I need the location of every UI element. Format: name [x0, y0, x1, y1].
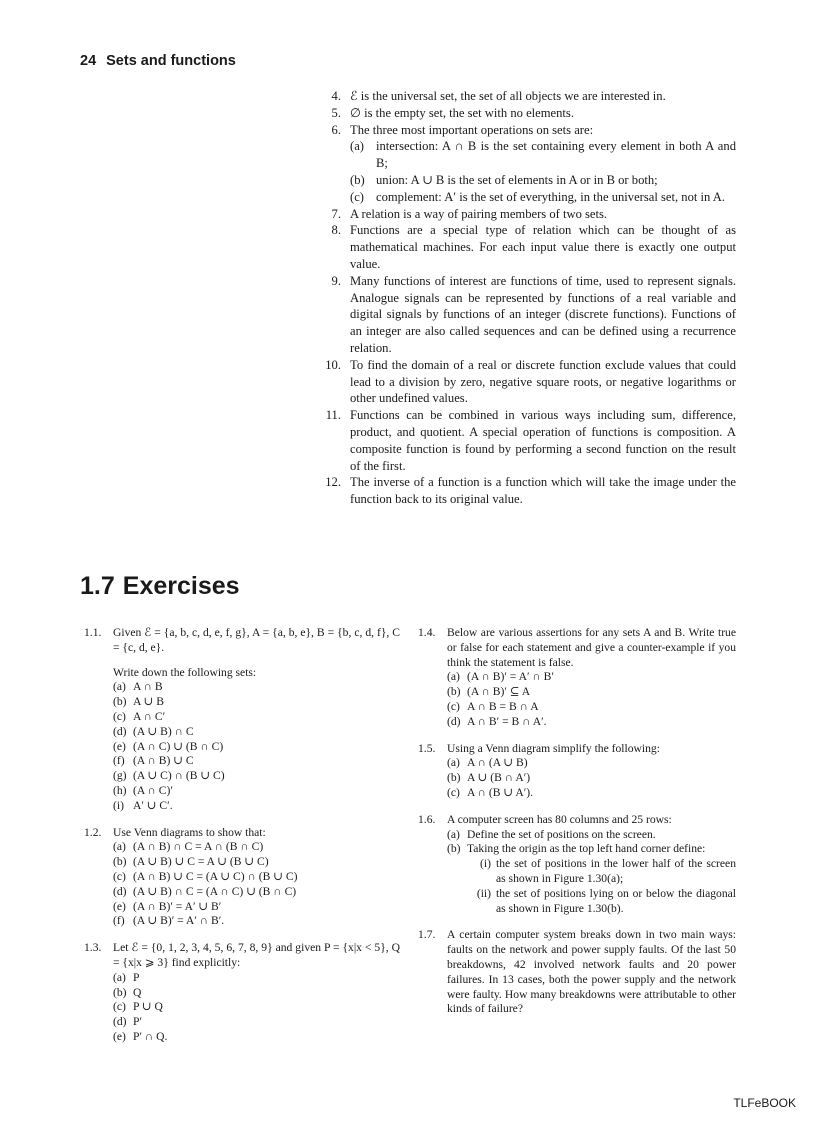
summary-item-text: ℰ is the universal set, the set of all objects we are interested in.	[350, 89, 666, 103]
summary-item	[306, 273, 736, 357]
summary-item-number: 7.	[331, 206, 341, 221]
exercise-part-text: (A ∩ B)′ = A′ ∪ B′	[133, 899, 222, 913]
exercise-part-label: (a)	[447, 670, 460, 684]
chapter-title: Sets and functions	[106, 53, 236, 69]
exercise-part-text: A ∩ B = B ∩ A	[467, 699, 539, 713]
exercise-part-text: (A ∪ B)′ = A′ ∩ B′.	[133, 914, 225, 928]
exercise-part-text: (A ∪ B) ∪ C = A ∪ (B ∪ C)	[133, 855, 269, 869]
exercise-number: 1.1.	[84, 626, 102, 639]
exercise-body	[113, 941, 400, 1045]
summary-item-number: 4.	[331, 89, 341, 103]
exercise-part	[113, 855, 400, 870]
exercise-part-text: Q	[133, 985, 142, 999]
summary-item-number: 5.	[331, 105, 341, 120]
exercise-part	[113, 799, 400, 814]
summary-list	[306, 88, 736, 508]
exercise-number: 1.2.	[84, 825, 102, 839]
exercise-part-text: A ∪ B	[133, 695, 164, 709]
exercise-part-label: (b)	[447, 771, 461, 785]
summary-item-text: The inverse of a function is a function which will take the image under the function back to its original value.	[350, 475, 736, 507]
exercise-part-label: (e)	[113, 739, 126, 753]
exercise-prompt: Let ℰ = {0, 1, 2, 3, 4, 5, 6, 7, 8, 9} and given P = {x|x < 5}, Q = {x|x ⩾ 3} find explicitly:	[113, 941, 400, 969]
summary-item-text: Functions are a special type of relation which can be thought of as mathematical machines. For each input value there is exactly one output value.	[350, 223, 736, 271]
summary-item-number: 6.	[331, 122, 341, 137]
exercise-part-text: (A ∩ B) ∪ C	[133, 754, 194, 768]
exercise-part	[447, 771, 736, 786]
summary-item-text: ∅ is the empty set, the set with no elements.	[350, 105, 574, 120]
summary-item-body	[350, 88, 736, 105]
exercise-subpart-text: the set of positions in the lower half of the screen as shown in Figure 1.30(a);	[496, 857, 736, 885]
exercise-part-label: (a)	[113, 840, 126, 854]
exercise-part-label: (b)	[113, 855, 127, 869]
exercise-part-text: P	[133, 970, 140, 984]
exercise-part	[113, 914, 400, 929]
exercise-prompt: A certain computer system breaks down in two main ways: faults on the network and power supply faults. Of the last 50 breakdowns, 42 involved network faults and 20 power failures. In 13 cases, both the power supply and the network were faulty. How many breakdowns were attributable to other kinds of failure?	[447, 928, 736, 1016]
exercise-part-text: Taking the origin as the top left hand corner define:	[467, 842, 706, 856]
summary-subitem-label: (c)	[350, 189, 364, 204]
exercise-body	[447, 813, 736, 917]
exercise-part-text: (A ∩ B) ∩ C = A ∩ (B ∩ C)	[133, 840, 264, 854]
exercise-part	[113, 710, 400, 725]
exercise-prompt: Given ℰ = {a, b, c, d, e, f, g}, A = {a, b, e}, B = {b, c, d, f}, C = {c, d, e}.	[113, 626, 400, 654]
exercise-part	[113, 1030, 400, 1045]
exercise-body	[447, 626, 736, 730]
exercise-part-text: (A ∪ C) ∩ (B ∪ C)	[133, 769, 225, 783]
summary-item-body	[350, 222, 736, 272]
exercise-part-text: A ∩ C′	[133, 709, 166, 723]
exercise	[84, 826, 400, 930]
summary-subitem-label: (a)	[350, 139, 364, 154]
exercise-part-label: (c)	[113, 709, 126, 723]
summary-item-number: 8.	[331, 223, 341, 238]
summary-item-text: Functions can be combined in various ways including sum, difference, product, and quotient. A special operation of functions is composition. A composite function is found by performing a second function on the result of the first.	[350, 408, 736, 473]
exercise-part-label: (h)	[113, 783, 127, 797]
exercise-part	[113, 870, 400, 885]
exercise-body	[447, 928, 736, 1017]
exercise-number: 1.7.	[418, 928, 436, 942]
exercises-right-column	[418, 626, 736, 1029]
exercise-part-text: (A ∩ C) ∪ (B ∩ C)	[133, 739, 224, 753]
summary-item-body	[350, 273, 736, 357]
exercise-part	[113, 1000, 400, 1015]
exercise-part-label: (e)	[113, 1029, 126, 1043]
exercise-part-text: A ∪ (B ∩ A′)	[467, 771, 531, 785]
exercise-part-text: A ∩ B	[133, 680, 163, 694]
exercise-part	[447, 670, 736, 685]
exercise-part-label: (d)	[113, 884, 127, 898]
exercise-part-text: P′ ∩ Q.	[133, 1029, 168, 1043]
exercise-part	[447, 828, 736, 843]
section-title: Exercises	[122, 572, 240, 600]
summary-item-body	[350, 357, 736, 407]
exercise-part-label: (c)	[113, 869, 126, 883]
exercise-part-label: (d)	[113, 1015, 127, 1029]
exercise-part	[113, 725, 400, 740]
exercise-part	[113, 754, 400, 769]
exercise-part-label: (a)	[447, 756, 460, 770]
exercise-part-label: (b)	[447, 685, 461, 699]
summary-item-text: Many functions of interest are functions of time, used to represent signals. Analogue signals can be represented by functions of a real variable and digital signals by functions of an integer (discrete functions). Functions of an integer are also called sequences and can be defined using a recurrence relation.	[350, 273, 736, 355]
summary-item-text: The three most important operations on sets are:	[350, 122, 594, 137]
exercise-part-label: (a)	[113, 970, 126, 984]
exercise-part-text: (A ∪ B) ∩ C = (A ∩ C) ∪ (B ∩ C)	[133, 884, 297, 898]
exercise-instruction: Write down the following sets:	[113, 665, 257, 679]
exercise-subpart-text: the set of positions lying on or below the diagonal as shown in Figure 1.30(b).	[496, 886, 736, 915]
exercise-number: 1.3.	[84, 941, 102, 955]
exercise-part-text: A ∩ (A ∪ B)	[467, 756, 528, 770]
exercise-part	[447, 685, 736, 700]
summary-item	[306, 407, 736, 474]
exercise-part	[113, 769, 400, 784]
exercise-part-label: (c)	[447, 785, 460, 799]
exercise-part-label: (i)	[113, 798, 124, 812]
exercise-subpart	[447, 857, 736, 887]
exercise-part	[447, 786, 736, 801]
summary-item-body	[350, 474, 736, 508]
summary-item-number: 10.	[325, 357, 341, 372]
exercise-number: 1.6.	[418, 812, 436, 826]
summary-item-body	[350, 122, 736, 206]
exercise-part	[113, 986, 400, 1001]
running-header	[80, 53, 236, 69]
page-number: 24	[80, 53, 97, 69]
exercise-part-text: A ∩ (B ∪ A′).	[467, 785, 534, 799]
exercise-part-label: (d)	[447, 714, 461, 728]
summary-item	[306, 206, 736, 223]
footer-watermark: TLFeBOOK	[733, 1096, 796, 1110]
summary-subitem-text: union: A ∪ B is the set of elements in A or in B or both;	[376, 172, 658, 187]
summary-item	[306, 474, 736, 508]
exercise-subpart-label: (ii)	[476, 886, 491, 900]
exercise-part	[113, 900, 400, 915]
summary-item-body	[350, 407, 736, 474]
exercise-body	[113, 826, 400, 930]
summary-item	[306, 357, 736, 407]
exercise-part-label: (f)	[113, 754, 125, 768]
exercise-part-label: (b)	[113, 695, 127, 709]
summary-item-number: 9.	[331, 273, 341, 288]
section-number: 1.7	[80, 572, 115, 600]
summary-subitem-label: (b)	[350, 172, 365, 187]
summary-item-text: To find the domain of a real or discrete function exclude values that could lead to a division by zero, negative square roots, or negative logarithms or other undefined values.	[350, 357, 736, 406]
exercise	[84, 626, 400, 814]
exercise-part	[447, 715, 736, 730]
exercise-part	[447, 700, 736, 715]
exercise-part	[113, 840, 400, 855]
exercise-part-label: (g)	[113, 769, 127, 783]
exercise-prompt: A computer screen has 80 columns and 25 rows:	[447, 812, 672, 826]
exercise-prompt: Below are various assertions for any sets A and B. Write true or false for each statement and give a counter-example if you think the statement is false.	[447, 626, 736, 669]
exercise	[418, 928, 736, 1017]
exercise-number: 1.4.	[418, 626, 436, 639]
exercise-part-label: (d)	[113, 724, 127, 738]
exercises-left-column	[84, 626, 400, 1057]
exercise-part	[113, 971, 400, 986]
exercise-part-text: Define the set of positions on the screen.	[467, 827, 656, 841]
exercise-part	[447, 756, 736, 771]
exercise-part-label: (a)	[113, 680, 126, 694]
exercise-part-label: (a)	[447, 827, 460, 841]
summary-item	[306, 222, 736, 272]
summary-item	[306, 105, 736, 122]
summary-subitem-text: intersection: A ∩ B is the set containing every element in both A and B;	[376, 139, 736, 171]
exercise-body	[447, 742, 736, 801]
exercise-part-label: (f)	[113, 914, 125, 928]
exercise-part-text: (A ∩ B)′ = A′ ∩ B′	[467, 670, 554, 684]
summary-item-number: 12.	[325, 475, 341, 490]
exercise-part-text: A ∩ B′ = B ∩ A′.	[467, 714, 547, 728]
exercise	[418, 626, 736, 730]
exercise-part-label: (c)	[447, 699, 460, 713]
exercise-part-label: (e)	[113, 899, 126, 913]
summary-item	[306, 122, 736, 206]
exercise-part-text: (A ∪ B) ∩ C	[133, 724, 194, 738]
exercise	[418, 742, 736, 801]
exercise-prompt: Use Venn diagrams to show that:	[113, 825, 266, 839]
exercise-subpart-label: (i)	[480, 857, 491, 871]
exercise-part-text: A′ ∪ C′.	[133, 798, 173, 812]
exercise-part-label: (c)	[113, 1000, 126, 1014]
exercise-part	[113, 695, 400, 710]
summary-item-text: A relation is a way of pairing members of two sets.	[350, 206, 608, 221]
spacer	[113, 656, 400, 666]
exercise-part-text: P ∪ Q	[133, 1000, 163, 1014]
exercise-part	[113, 784, 400, 799]
summary-subitem	[350, 189, 736, 206]
summary-item	[306, 88, 736, 105]
exercise-part	[113, 740, 400, 755]
exercise-part	[113, 680, 400, 695]
summary-item-body	[350, 105, 736, 122]
exercise-part-label: (b)	[447, 842, 461, 856]
exercise	[418, 813, 736, 917]
exercise-part	[113, 885, 400, 900]
exercise-number: 1.5.	[418, 741, 436, 755]
exercise-body	[113, 626, 400, 814]
exercise-part-text: (A ∩ B)′ ⊆ A	[467, 685, 531, 699]
summary-item-body	[350, 206, 736, 223]
exercise-subpart	[447, 887, 736, 917]
summary-subitem	[350, 172, 736, 189]
exercise-part	[113, 1015, 400, 1030]
summary-subitem	[350, 138, 736, 172]
exercise-part-text: (A ∩ B) ∪ C = (A ∪ C) ∩ (B ∪ C)	[133, 869, 298, 883]
exercise-part	[447, 842, 736, 857]
exercise-part-label: (b)	[113, 985, 127, 999]
exercise-prompt: Using a Venn diagram simplify the following:	[447, 741, 660, 755]
exercise-part-text: (A ∩ C)′	[133, 783, 173, 797]
summary-subitem-text: complement: A′ is the set of everything, in the universal set, not in A.	[376, 189, 726, 204]
summary-item-number: 11.	[325, 408, 341, 423]
section-heading	[80, 572, 240, 601]
exercise	[84, 941, 400, 1045]
exercise-part-text: P′	[133, 1015, 142, 1029]
